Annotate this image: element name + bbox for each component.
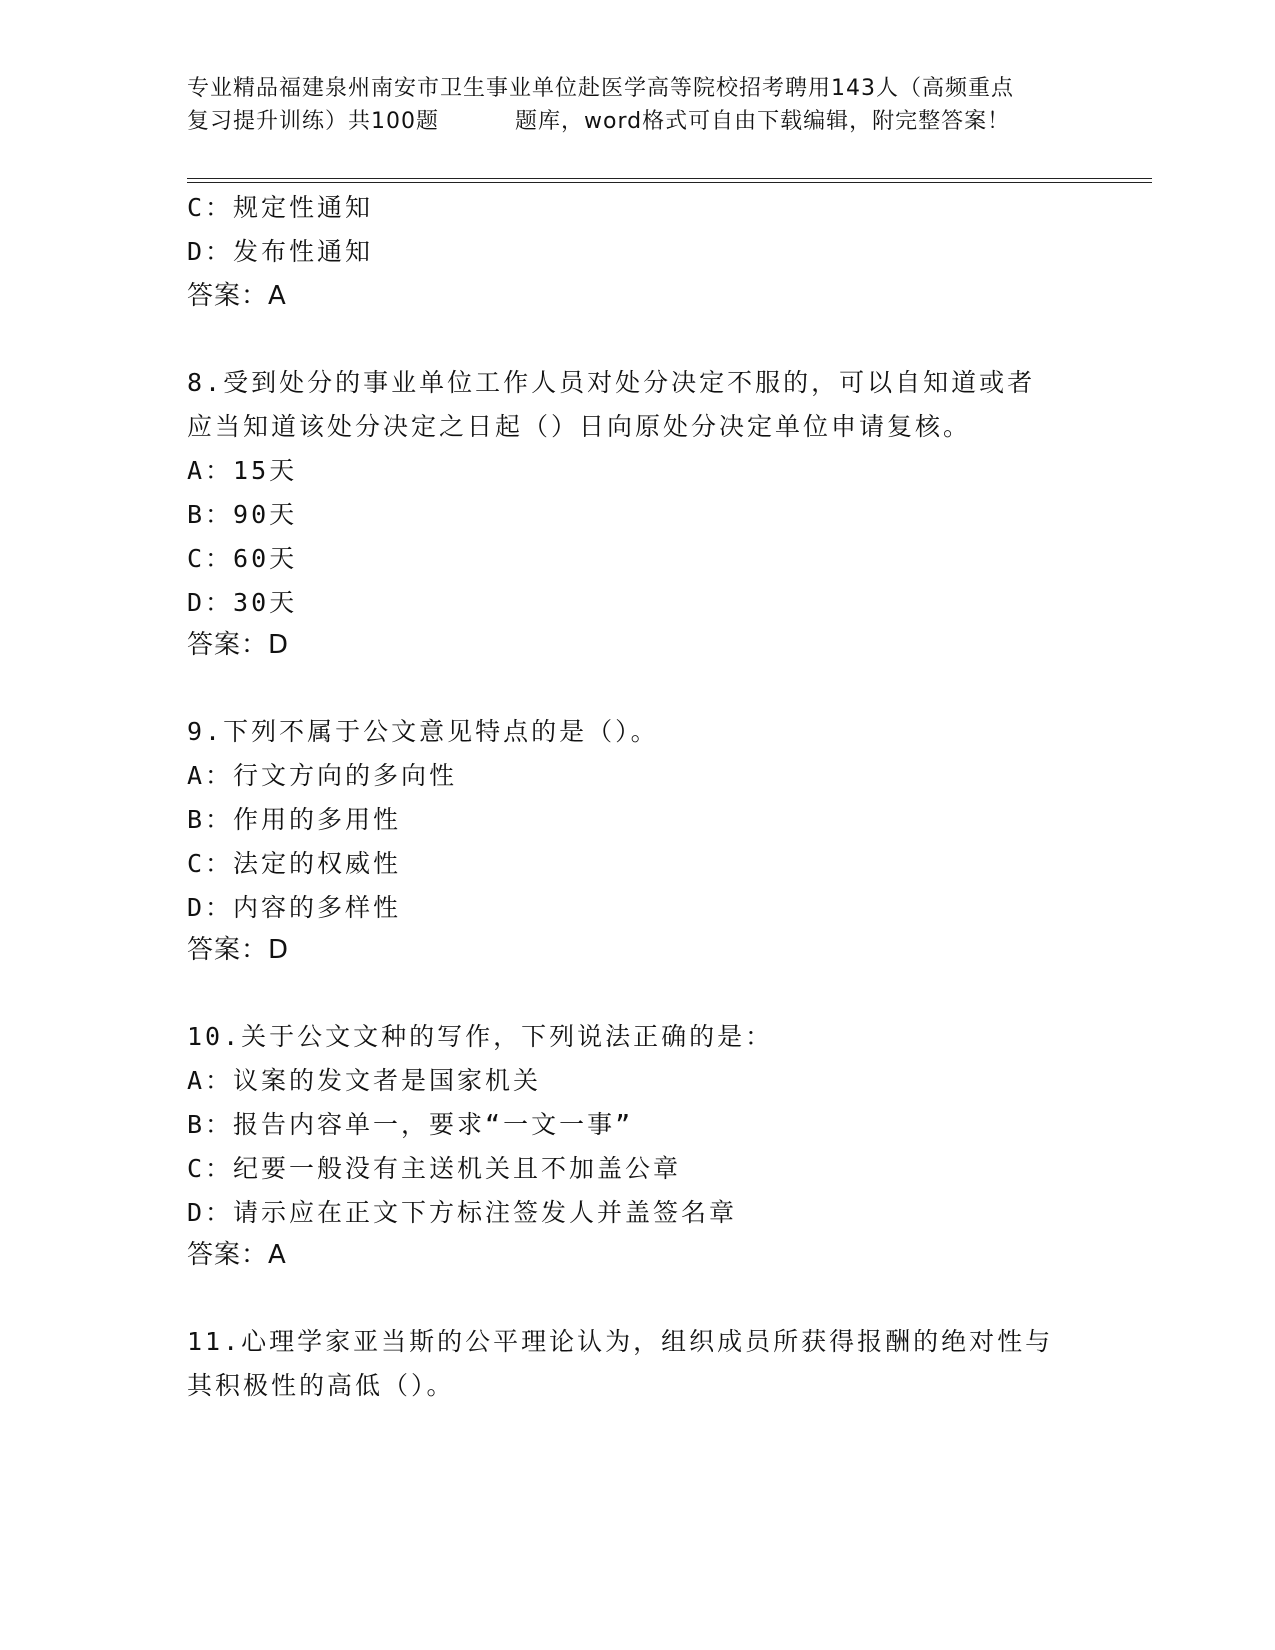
question-10-option-b: B：报告内容单一，要求“一文一事” <box>187 1110 634 1139</box>
question-9-option-d: D：内容的多样性 <box>187 893 402 922</box>
header-divider-top <box>187 178 1152 179</box>
header-line-2-part-1: 复习提升训练）共100题 <box>187 109 439 134</box>
document-header <box>187 72 1087 138</box>
question-8-option-a: A：15天 <box>187 456 298 485</box>
question-10-stem: 10.关于公文文种的写作，下列说法正确的是： <box>187 1022 774 1051</box>
question-11-stem-line-2: 其积极性的高低（）。 <box>187 1371 455 1400</box>
question-10-option-d: D：请示应在正文下方标注签发人并盖签名章 <box>187 1198 738 1227</box>
option-c: C：规定性通知 <box>187 193 374 222</box>
question-10-option-c: C：纪要一般没有主送机关且不加盖公章 <box>187 1154 682 1183</box>
question-8-option-b: B：90天 <box>187 500 298 529</box>
header-line-2 <box>187 105 1087 138</box>
option-d: D：发布性通知 <box>187 237 374 266</box>
question-10-option-a: A：议案的发文者是国家机关 <box>187 1066 542 1095</box>
question-9-option-a: A：行文方向的多向性 <box>187 761 458 790</box>
question-8-answer: 答案：D <box>187 630 290 660</box>
question-8-stem-line-1: 8.受到处分的事业单位工作人员对处分决定不服的，可以自知道或者 <box>187 368 1036 397</box>
header-line-1: 专业精品福建泉州南安市卫生事业单位赴医学高等院校招考聘用143人（高频重点 <box>187 76 1014 101</box>
question-8-stem-line-2: 应当知道该处分决定之日起（）日向原处分决定单位申请复核。 <box>187 412 972 441</box>
question-8-option-c: C：60天 <box>187 544 298 573</box>
header-line-2-part-2: 题库，word格式可自由下载编辑，附完整答案！ <box>515 109 1011 134</box>
answer-line: 答案：A <box>187 281 287 311</box>
question-9-option-c: C：法定的权威性 <box>187 849 402 878</box>
header-divider-bottom <box>187 182 1152 183</box>
question-9-option-b: B：作用的多用性 <box>187 805 402 834</box>
question-10-answer: 答案：A <box>187 1240 287 1270</box>
question-9-stem: 9.下列不属于公文意见特点的是（）。 <box>187 717 659 746</box>
question-8-option-d: D：30天 <box>187 588 298 617</box>
question-11-stem-line-1: 11.心理学家亚当斯的公平理论认为，组织成员所获得报酬的绝对性与 <box>187 1327 1054 1356</box>
question-9-answer: 答案：D <box>187 935 290 965</box>
